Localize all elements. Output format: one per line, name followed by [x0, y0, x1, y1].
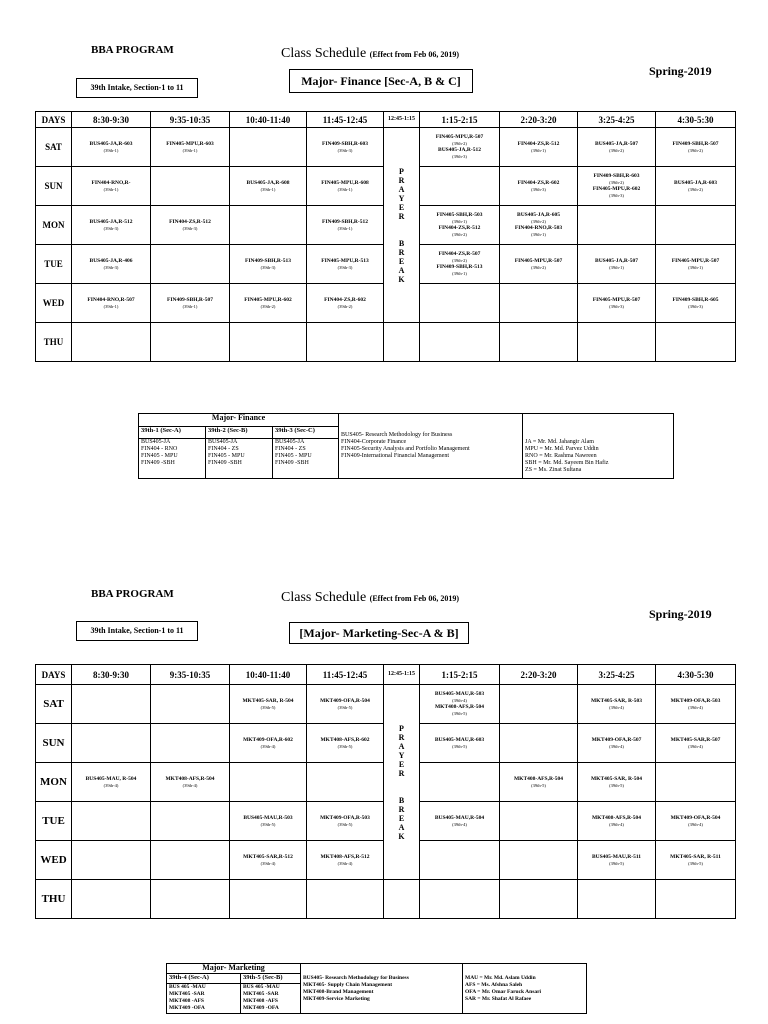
section-text: (39th-3): [609, 193, 624, 198]
section-text: (39th-3): [260, 264, 276, 270]
finance-schedule-cell: [500, 206, 578, 245]
course-room-text: FIN405-MPU,R-602: [592, 186, 641, 192]
section-text: (39th-5): [609, 860, 624, 866]
course-room-text: MKT405-SAR,R-512: [243, 853, 293, 860]
course-room-text: MKT405-SAR, R-504: [242, 697, 294, 704]
section-text: (39th-4): [609, 743, 624, 749]
section-text: (39th-5): [337, 743, 353, 749]
finance-schedule-cell: [151, 245, 230, 284]
marketing-day-cell: MON: [36, 763, 72, 802]
finance-schedule-cell: [420, 323, 500, 362]
finance-schedule-cell: [72, 206, 151, 245]
marketing-schedule-cell: [578, 880, 656, 919]
finance-schedule-cell: [72, 323, 151, 362]
section-text: (39th-1): [103, 303, 119, 309]
marketing-schedule-cell: [307, 802, 384, 841]
course-room-text: FIN405-MPU,R-507: [671, 257, 720, 264]
finance-schedule-cell: [151, 323, 230, 362]
marketing-schedule-cell: [151, 763, 230, 802]
course-room-text: FIN404-ZS,R-512: [169, 218, 211, 225]
section-text: (39th-4): [260, 860, 276, 866]
course-room-text: FIN409-SBH,R-605: [672, 296, 719, 303]
finance-schedule-cell: [578, 128, 656, 167]
course-room-text: MKT408-AFS,R-504: [165, 775, 215, 782]
course-room-text: BUS405-JA,R-507: [595, 257, 638, 264]
marketing-schedule-cell: [230, 880, 307, 919]
section-text: (39th-4): [103, 782, 119, 788]
course-room-text: FIN409-SBH,R-507: [167, 296, 213, 303]
marketing-legend-teachers: MAU = Mr. Md. Aslam Uddin AFS = Ms. Afshna Saleh OFA = Mr. Omar Faruck Ansari SAR = Mr. Shafat Al Rafaee: [463, 964, 587, 1014]
finance-schedule-cell: [578, 284, 656, 323]
course-room-text: FIN409-SBH,R-603: [593, 173, 640, 179]
marketing-legend-section-courses: BUS 405 -MAU MKT405 -SAR MKT408 -AFS MKT409 -OFA: [241, 984, 301, 1014]
finance-legend-section-courses: BUS405-JA FIN404 - RNO FIN405 - MPU FIN409 -SBH: [139, 439, 206, 479]
section-text: (39th-2): [688, 186, 703, 192]
course-room-text: FIN409-SBH,R-513: [245, 257, 291, 264]
marketing-schedule-cell: [72, 880, 151, 919]
section-text: (39th-5): [260, 821, 276, 827]
marketing-schedule-cell: [151, 802, 230, 841]
marketing-schedule-cell: [420, 841, 500, 880]
section-text: (39th-4): [452, 821, 467, 827]
section-text: (39th-5): [260, 704, 276, 710]
finance-schedule-cell: [500, 245, 578, 284]
finance-header-cell: 4:30-5:30: [656, 112, 736, 128]
finance-break-cell: [384, 323, 420, 362]
marketing-schedule-cell: [500, 685, 578, 724]
finance-header-cell: 8:30-9:30: [72, 112, 151, 128]
finance-schedule-cell: [307, 206, 384, 245]
marketing-schedule-cell: [500, 880, 578, 919]
section-text: (39th-1): [452, 271, 467, 276]
section-text: (39th-1): [260, 186, 276, 192]
section-text: (39th-1): [103, 186, 119, 192]
marketing-schedule-cell: [72, 724, 151, 763]
section-text: (39th-2): [452, 232, 467, 237]
finance-header-cell: DAYS: [36, 112, 72, 128]
finance-schedule-cell: [230, 245, 307, 284]
course-room-text: MKT408-AFS,R-504: [434, 704, 485, 710]
marketing-header-cell: DAYS: [36, 665, 72, 685]
finance-legend-section-courses: BUS405-JA FIN404 - ZS FIN405 - MPU FIN409 -SBH: [206, 439, 273, 479]
course-room-text: BUS405-MAU,R-503: [243, 814, 293, 821]
course-room-text: BUS405-MAU,R-603: [434, 736, 485, 743]
marketing-intake-box: 39th Intake, Section-1 to 11: [76, 621, 198, 641]
course-room-text: BUS405-JA,R-608: [246, 179, 290, 186]
marketing-legend-section-courses: BUS 405 -MAU MKT405 -SAR MKT408 -AFS MKT409 -OFA: [167, 984, 241, 1014]
section-text: (39th-5): [531, 782, 546, 788]
finance-day-cell: THU: [36, 323, 72, 362]
section-text: (39th-2): [531, 219, 546, 224]
marketing-schedule-cell: [307, 685, 384, 724]
marketing-day-cell: SAT: [36, 685, 72, 724]
marketing-break-cell: [384, 880, 420, 919]
section-text: (39th-4): [452, 698, 467, 703]
course-room-text: FIN405-MPU,R-602: [244, 296, 292, 303]
course-room-text: BUS405-MAU,R-511: [591, 853, 642, 860]
section-text: (39th-5): [337, 704, 353, 710]
section-text: (39th-5): [452, 711, 467, 716]
section-text: (39th-2): [337, 303, 353, 309]
finance-schedule-cell: [578, 206, 656, 245]
finance-schedule-cell: [656, 245, 736, 284]
finance-term: Spring-2019: [649, 64, 712, 78]
marketing-schedule-cell: [578, 685, 656, 724]
finance-header-cell: 1:15-2:15: [420, 112, 500, 128]
marketing-header-cell: 10:40-11:40: [230, 665, 307, 685]
finance-schedule-cell: [151, 284, 230, 323]
marketing-table-row: [36, 880, 736, 919]
marketing-legend-section: 39th-5 (Sec-B): [241, 974, 301, 984]
section-text: (39th-3): [103, 264, 119, 270]
course-room-text: FIN405-MPU,R-608: [321, 179, 369, 186]
course-room-text: MKT409-OFA,R-504: [670, 814, 721, 821]
course-room-text: MKT408-AFS,R-504: [591, 814, 642, 821]
marketing-schedule-cell: [500, 841, 578, 880]
marketing-schedule-cell: [72, 841, 151, 880]
finance-header-cell: 11:45-12:45: [307, 112, 384, 128]
marketing-legend-table: [166, 963, 587, 1014]
marketing-schedule-cell: [307, 763, 384, 802]
finance-major-box: Major- Finance [Sec-A, B & C]: [289, 69, 473, 93]
finance-legend-table: [138, 413, 674, 479]
course-room-text: MKT405-SAR, R-504: [590, 775, 643, 782]
finance-schedule-cell: [72, 284, 151, 323]
course-room-text: FIN404-ZS,R-602: [324, 296, 366, 303]
section-text: (39th-1): [103, 147, 119, 153]
finance-schedule-cell: [578, 323, 656, 362]
marketing-header-cell: 11:45-12:45: [307, 665, 384, 685]
finance-day-cell: SUN: [36, 167, 72, 206]
finance-schedule-cell: [500, 284, 578, 323]
finance-schedule-cell: [420, 128, 500, 167]
marketing-header-cell: 8:30-9:30: [72, 665, 151, 685]
marketing-schedule-cell: [420, 802, 500, 841]
section-text: (39th-4): [182, 782, 198, 788]
finance-schedule-cell: [307, 167, 384, 206]
marketing-header-cell: 4:30-5:30: [656, 665, 736, 685]
section-text: (39th-5): [609, 782, 624, 788]
marketing-schedule-cell: [151, 841, 230, 880]
marketing-legend-courses: BUS405- Research Methodology for Business MKT405- Supply Chain Management MKT408-Brand Management MKT409-Service Marketing: [301, 964, 463, 1014]
finance-break-cell: P R A Y E R B R E A K: [384, 128, 420, 323]
marketing-program: BBA PROGRAM: [91, 588, 174, 600]
finance-schedule-table: [35, 111, 736, 362]
course-room-text: BUS405-JA,R-512: [89, 218, 133, 225]
finance-header-cell: 12:45-1:15: [384, 112, 420, 128]
finance-schedule-cell: [420, 284, 500, 323]
course-room-text: FIN405-MPU,R-507: [435, 134, 484, 140]
marketing-schedule-cell: [230, 802, 307, 841]
finance-day-cell: SAT: [36, 128, 72, 167]
marketing-day-cell: SUN: [36, 724, 72, 763]
marketing-header-cell: 1:15-2:15: [420, 665, 500, 685]
course-room-text: BUS405-JA,R-605: [517, 212, 560, 218]
section-text: (39th-5): [688, 860, 703, 866]
finance-schedule-cell: [578, 167, 656, 206]
marketing-day-cell: TUE: [36, 802, 72, 841]
course-room-text: FIN404-RNO,R-: [91, 179, 131, 186]
marketing-title: Class Schedule (Effect from Feb 06, 2019): [281, 590, 460, 605]
finance-schedule-cell: [656, 128, 736, 167]
section-text: (39th-2): [531, 264, 546, 270]
course-room-text: MKT409-OFA,R-503: [320, 814, 370, 821]
marketing-schedule-cell: [307, 880, 384, 919]
course-room-text: FIN409-SBH,R-507: [672, 140, 719, 147]
finance-schedule-cell: [151, 206, 230, 245]
marketing-day-cell: WED: [36, 841, 72, 880]
section-text: (39th-3): [337, 147, 353, 153]
finance-schedule-cell: [500, 323, 578, 362]
marketing-header-cell: 9:35-10:35: [151, 665, 230, 685]
marketing-header-cell: 3:25-4:25: [578, 665, 656, 685]
finance-schedule-cell: [420, 167, 500, 206]
section-text: (39th-2): [452, 258, 467, 263]
section-text: (39th-4): [260, 743, 276, 749]
finance-schedule-cell: [230, 206, 307, 245]
course-room-text: FIN409-SBH,R-513: [436, 264, 483, 270]
course-room-text: FIN409-SBH,R-603: [322, 140, 368, 147]
finance-legend-teachers: JA = Mr. Md. Jahangir Alam MPU = Mr. Md. Parvez Uddin RNO = Mr. Rashma Nawreen SBH = Mr. Md. Sayeem Bin Hafiz ZS = Ms. Zinat Sultana: [523, 414, 674, 479]
section-text: (39th-2): [688, 147, 703, 153]
marketing-schedule-cell: [307, 841, 384, 880]
finance-schedule-cell: [307, 128, 384, 167]
marketing-schedule-cell: [420, 724, 500, 763]
marketing-schedule-cell: [656, 685, 736, 724]
course-room-text: BUS405-JA,R-507: [595, 140, 638, 147]
finance-schedule-cell: [420, 245, 500, 284]
finance-day-cell: MON: [36, 206, 72, 245]
course-room-text: MKT405-SAR, R-503: [590, 697, 643, 704]
course-room-text: MKT409-OFA,R-504: [320, 697, 370, 704]
marketing-schedule-cell: [500, 724, 578, 763]
course-room-text: MKT405-SAR, R-511: [670, 853, 721, 860]
section-text: (39th-2): [260, 303, 276, 309]
section-text: (39th-1): [531, 232, 546, 237]
course-room-text: FIN409-SBH,R-512: [322, 218, 368, 225]
marketing-schedule-cell: [656, 724, 736, 763]
finance-header-row: [36, 112, 736, 128]
marketing-schedule-cell: [578, 841, 656, 880]
marketing-term: Spring-2019: [649, 607, 712, 621]
course-room-text: FIN405-MPU,R-603: [166, 140, 214, 147]
section-text: (39th-1): [182, 303, 198, 309]
marketing-table-row: [36, 685, 736, 724]
marketing-day-cell: THU: [36, 880, 72, 919]
finance-legend-title: Major- Finance: [139, 414, 339, 427]
marketing-schedule-cell: [72, 763, 151, 802]
section-text: (39th-1): [182, 147, 198, 153]
course-room-text: MKT408-AFS,R-602: [320, 736, 370, 743]
section-text: (39th-4): [609, 704, 624, 710]
section-text: (39th-2): [609, 147, 624, 153]
marketing-legend-title: Major- Marketing: [167, 964, 301, 974]
course-room-text: FIN404-RNO,R-507: [87, 296, 135, 303]
marketing-schedule-table: [35, 664, 736, 919]
marketing-schedule-body: [36, 665, 736, 919]
finance-header-cell: 10:40-11:40: [230, 112, 307, 128]
finance-schedule-body: [36, 112, 736, 362]
course-room-text: MKT409-OFA,R-503: [670, 697, 721, 704]
marketing-schedule-cell: [72, 802, 151, 841]
marketing-schedule-cell: [578, 724, 656, 763]
course-room-text: BUS405-JA,R-603: [674, 179, 717, 186]
section-text: (39th-2): [609, 180, 624, 185]
finance-schedule-cell: [656, 284, 736, 323]
course-room-text: FIN405-MPU,R-507: [514, 257, 563, 264]
finance-schedule-cell: [72, 128, 151, 167]
course-room-text: MKT408-AFS,R-512: [320, 853, 370, 860]
finance-program: BBA PROGRAM: [91, 44, 174, 56]
section-text: (39th-3): [337, 264, 353, 270]
section-text: (39th-1): [337, 225, 353, 231]
section-text: (39th-1): [688, 264, 703, 270]
course-room-text: BUS405-JA,R-603: [89, 140, 133, 147]
section-text: (39th-3): [531, 186, 546, 192]
marketing-schedule-cell: [420, 763, 500, 802]
finance-table-row: [36, 323, 736, 362]
section-text: (39th-4): [688, 704, 703, 710]
course-room-text: FIN405-MPU,R-507: [592, 296, 641, 303]
course-room-text: FIN404-ZS,R-602: [517, 179, 560, 186]
finance-schedule-cell: [230, 167, 307, 206]
marketing-schedule-cell: [72, 685, 151, 724]
finance-schedule-cell: [656, 323, 736, 362]
finance-schedule-cell: [500, 167, 578, 206]
marketing-header-cell: 2:20-3:20: [500, 665, 578, 685]
section-text: (39th-1): [531, 147, 546, 153]
finance-legend-section: 39th-1 (Sec-A): [139, 427, 206, 439]
section-text: (39th-4): [688, 743, 703, 749]
course-room-text: MKT405-SAR,R-507: [670, 736, 721, 743]
course-room-text: FIN405-MPU,R-513: [321, 257, 369, 264]
finance-schedule-cell: [230, 128, 307, 167]
section-text: (39th-1): [337, 186, 353, 192]
marketing-schedule-cell: [151, 724, 230, 763]
finance-schedule-cell: [656, 167, 736, 206]
marketing-header-cell: 12:45-1:15: [384, 665, 420, 685]
course-room-text: BUS405-MAU, R-504: [85, 775, 137, 782]
marketing-schedule-cell: [578, 763, 656, 802]
marketing-schedule-cell: [230, 841, 307, 880]
finance-schedule-cell: [230, 284, 307, 323]
marketing-schedule-cell: [420, 685, 500, 724]
course-room-text: BUS405-MAU,R-504: [434, 814, 485, 821]
marketing-schedule-cell: [500, 763, 578, 802]
finance-schedule-cell: [420, 206, 500, 245]
marketing-schedule-cell: [578, 802, 656, 841]
course-room-text: MKT409-OFA,R-507: [591, 736, 642, 743]
course-room-text: MKT408-AFS,R-504: [513, 775, 564, 782]
section-text: (39th-1): [609, 264, 624, 270]
finance-schedule-cell: [72, 245, 151, 284]
marketing-header-row: [36, 665, 736, 685]
finance-title: Class Schedule (Effect from Feb 06, 2019): [281, 46, 460, 61]
course-room-text: FIN404-ZS,R-512: [438, 225, 481, 231]
finance-schedule-cell: [72, 167, 151, 206]
section-text: (39th-1): [452, 219, 467, 224]
marketing-schedule-cell: [656, 763, 736, 802]
course-room-text: FIN404-ZS,R-512: [517, 140, 560, 147]
course-room-text: FIN404-RNO,R-503: [514, 225, 563, 231]
finance-schedule-cell: [307, 323, 384, 362]
finance-header-cell: 9:35-10:35: [151, 112, 230, 128]
finance-schedule-cell: [151, 167, 230, 206]
section-text: (39th-3): [688, 303, 703, 309]
finance-legend-section: 39th-2 (Sec-B): [206, 427, 273, 439]
finance-header-cell: 2:20-3:20: [500, 112, 578, 128]
finance-schedule-cell: [656, 206, 736, 245]
marketing-schedule-cell: [230, 763, 307, 802]
section-text: (39th-3): [103, 225, 119, 231]
section-text: (39th-5): [337, 821, 353, 827]
section-text: (39th-3): [182, 225, 198, 231]
course-room-text: BUS405-MAU,R-503: [434, 691, 485, 697]
finance-table-row: [36, 128, 736, 167]
section-text: (39th-4): [337, 860, 353, 866]
marketing-schedule-cell: [656, 841, 736, 880]
marketing-schedule-cell: [656, 880, 736, 919]
marketing-schedule-cell: [307, 724, 384, 763]
finance-legend-courses: BUS405- Research Methodology for Business FIN404-Corporate Finance FIN405-Security Analysis and Portfolio Management FIN409-International Financial Management: [339, 414, 523, 479]
course-room-text: FIN405-SBH,R-503: [436, 212, 483, 218]
section-text: (39th-4): [609, 821, 624, 827]
marketing-schedule-cell: [420, 880, 500, 919]
finance-schedule-cell: [307, 245, 384, 284]
marketing-schedule-cell: [151, 685, 230, 724]
marketing-schedule-cell: [656, 802, 736, 841]
course-room-text: FIN404-ZS,R-507: [438, 251, 481, 257]
finance-legend-section: 39th-3 (Sec-C): [273, 427, 339, 439]
finance-schedule-cell: [230, 323, 307, 362]
finance-legend-section-courses: BUS405-JA FIN404 - ZS FIN405 - MPU FIN409 -SBH: [273, 439, 339, 479]
marketing-break-cell: P R A Y E R B R E A K: [384, 685, 420, 880]
marketing-legend-section: 39th-4 (Sec-A): [167, 974, 241, 984]
course-room-text: MKT409-OFA,R-602: [243, 736, 293, 743]
section-text: (39th-3): [452, 154, 467, 159]
section-text: (39th-5): [452, 743, 467, 749]
section-text: (39th-2): [452, 141, 467, 146]
marketing-schedule-cell: [500, 802, 578, 841]
finance-schedule-cell: [151, 128, 230, 167]
finance-header-cell: 3:25-4:25: [578, 112, 656, 128]
finance-day-cell: WED: [36, 284, 72, 323]
finance-day-cell: TUE: [36, 245, 72, 284]
course-room-text: BUS405-JA,R-512: [438, 147, 481, 153]
marketing-schedule-cell: [230, 685, 307, 724]
finance-schedule-cell: [500, 128, 578, 167]
course-room-text: BUS405-JA,R-406: [89, 257, 133, 264]
section-text: (39th-4): [688, 821, 703, 827]
finance-intake-box: 39th Intake, Section-1 to 11: [76, 78, 198, 98]
marketing-major-box: [Major- Marketing-Sec-A & B]: [289, 622, 469, 644]
finance-schedule-cell: [578, 245, 656, 284]
finance-schedule-cell: [307, 284, 384, 323]
marketing-schedule-cell: [230, 724, 307, 763]
section-text: (39th-3): [609, 303, 624, 309]
marketing-schedule-cell: [151, 880, 230, 919]
